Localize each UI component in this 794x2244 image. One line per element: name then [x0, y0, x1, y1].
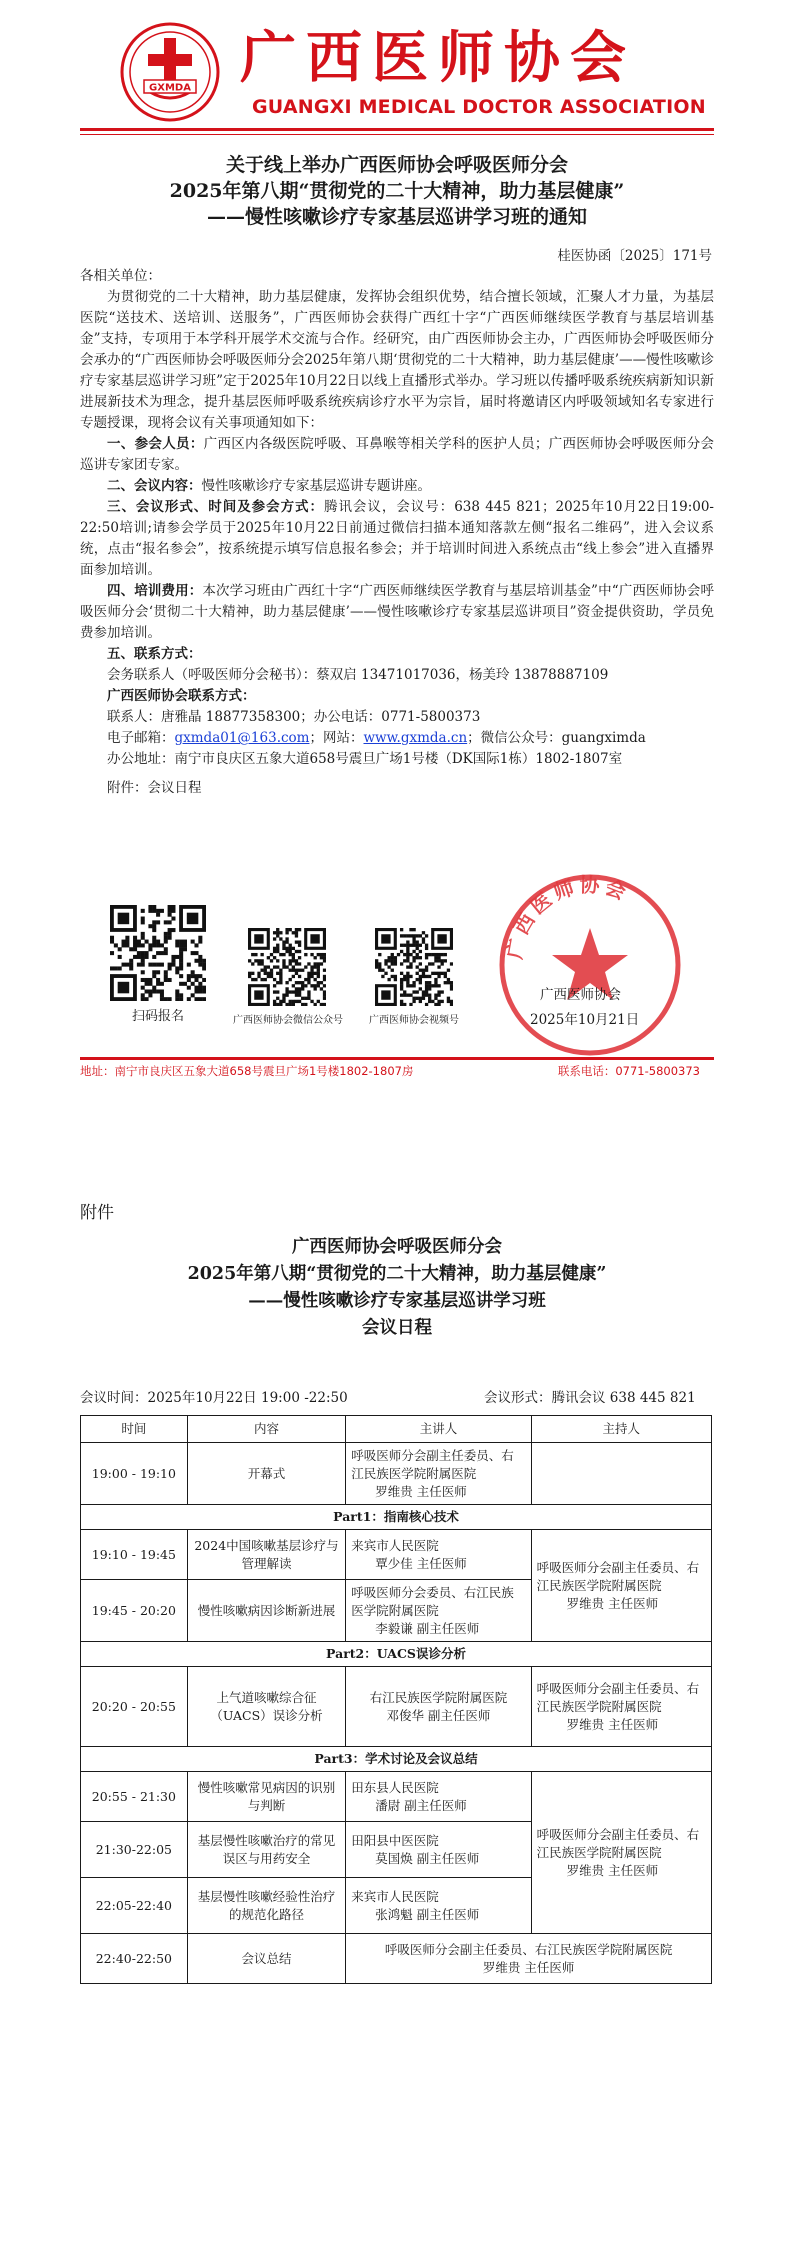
table-row [81, 1530, 712, 1580]
website-label: ；网站： [309, 730, 364, 746]
host-org: 呼吸医师分会副主任委员、右江民族医学院附属医院 [536, 1826, 700, 1860]
host-name: 罗维贵 主任医师 [566, 1595, 659, 1611]
speaker-cell [346, 1667, 531, 1747]
host-org: 呼吸医师分会副主任委员、右江民族医学院附属医院 [536, 1559, 700, 1593]
speaker-cell [346, 1934, 712, 1984]
part-header-row [81, 1642, 712, 1667]
speaker-name: 罗维贵 主任医师 [375, 1483, 467, 1499]
notice-title-line-2: 2025年第八期“贯彻党的二十大精神，助力基层健康” [169, 180, 625, 202]
speaker-name: 张鸿魁 副主任医师 [375, 1906, 480, 1922]
seal-text: 广西医师协会 [502, 872, 633, 961]
host-name: 罗维贵 主任医师 [566, 1716, 659, 1732]
section-3-heading: 三、会议形式、时间及参会方式： [107, 499, 324, 515]
content-cell: 基层慢性咳嗽治疗的常见误区与用药安全 [187, 1822, 346, 1878]
table-header-row [81, 1416, 712, 1443]
registration-qr-code[interactable] [110, 905, 206, 1001]
speaker-cell [346, 1878, 531, 1934]
part-header-row [81, 1505, 712, 1530]
document-number: 桂医协函〔2025〕171号 [557, 248, 712, 264]
video-channel-qr-code[interactable] [375, 928, 453, 1006]
header-time: 时间 [81, 1416, 188, 1443]
footer-address: 地址：南宁市良庆区五象大道658号震旦广场1号楼1802-1807房 [80, 1064, 414, 1078]
website-link[interactable]: www.gxmda.cn [363, 730, 468, 746]
section-format [80, 497, 714, 581]
speaker-org: 呼吸医师分会副主任委员、右江民族医学院附属医院 [351, 1447, 514, 1481]
section-5-heading: 五、联系方式： [107, 646, 202, 662]
time-cell: 19:45 - 20:20 [81, 1580, 188, 1642]
speaker-name: 覃少佳 主任医师 [375, 1555, 467, 1571]
speaker-name: 邓俊华 副主任医师 [386, 1707, 491, 1723]
signed-date: 2025年10月21日 [530, 1012, 640, 1028]
table-row [81, 1667, 712, 1747]
contact-meeting: 会务联系人（呼吸医师分会秘书）：蔡双启 13471017036，杨美玲 13878887109 [107, 667, 609, 683]
speaker-cell [346, 1443, 531, 1505]
schedule-title-line-1: 广西医师协会呼吸医师分会 [292, 1237, 502, 1257]
part-2-title: Part2：UACS误诊分析 [81, 1642, 712, 1667]
host-name: 罗维贵 主任医师 [566, 1862, 659, 1878]
schedule-title-line-2: 2025年第八期“贯彻党的二十大精神，助力基层健康” [187, 1264, 607, 1284]
table-row [81, 1772, 712, 1822]
speaker-name: 潘尉 副主任医师 [375, 1797, 467, 1813]
attachment-label: 附件 [80, 1203, 114, 1223]
time-cell: 20:55 - 21:30 [81, 1772, 188, 1822]
signer-name: 广西医师协会 [540, 987, 621, 1003]
schedule-table [80, 1415, 712, 1984]
email-link[interactable]: gxmda01@163.com [174, 730, 310, 746]
speaker-cell [346, 1530, 531, 1580]
contact-assoc: 联系人：唐雅晶 18877358300；办公电话：0771-5800373 [107, 709, 481, 725]
speaker-org: 田东县人民医院 [351, 1779, 439, 1795]
notice-title-line-1: 关于线上举办广西医师协会呼吸医师分会 [225, 154, 568, 176]
header-host: 主持人 [531, 1416, 711, 1443]
svg-text:广西医师协会 [502, 873, 633, 961]
qr-caption-video: 广西医师协会视频号 [369, 1015, 459, 1026]
speaker-name: 罗维贵 主任医师 [482, 1959, 575, 1975]
content-cell: 开幕式 [187, 1443, 346, 1505]
office-address: 办公地址：南宁市良庆区五象大道658号震旦广场1号楼（DK国际1栋）1802-1807室 [107, 751, 623, 767]
content-cell: 慢性咳嗽常见病因的识别与判断 [187, 1772, 346, 1822]
email-label: 电子邮箱： [107, 730, 175, 746]
speaker-cell [346, 1580, 531, 1642]
org-name-en: GUANGXI MEDICAL DOCTOR ASSOCIATION [252, 96, 706, 118]
host-cell [531, 1667, 711, 1747]
time-cell: 19:00 - 19:10 [81, 1443, 188, 1505]
section-participants [80, 434, 714, 476]
speaker-cell [346, 1822, 531, 1878]
speaker-org: 右江民族医学院附属医院 [369, 1689, 508, 1705]
time-cell: 22:40-22:50 [81, 1934, 188, 1984]
speaker-org: 呼吸医师分会委员、右江民族医学院附属医院 [351, 1584, 514, 1618]
host-cell [531, 1772, 711, 1934]
association-logo [120, 22, 220, 122]
time-cell: 20:20 - 20:55 [81, 1667, 188, 1747]
attachment-note: 附件：会议日程 [107, 780, 202, 796]
content-cell: 上气道咳嗽综合征（UACS）误诊分析 [187, 1667, 346, 1747]
section-2-body: 慢性咳嗽诊疗专家基层巡讲专题讲座。 [201, 478, 431, 494]
speaker-cell [346, 1772, 531, 1822]
meeting-format: 会议形式：腾讯会议 638 445 821 [484, 1390, 696, 1406]
speaker-name: 李毅谦 副主任医师 [375, 1620, 480, 1636]
content-cell: 会议总结 [187, 1934, 346, 1984]
qr-caption-wechat: 广西医师协会微信公众号 [233, 1015, 343, 1026]
speaker-name: 莫国焕 副主任医师 [375, 1850, 480, 1866]
notice-title-line-3: ——慢性咳嗽诊疗专家基层巡讲学习班的通知 [206, 206, 587, 228]
schedule-title-line-4: 会议日程 [362, 1318, 432, 1338]
notice-body [80, 266, 714, 799]
section-4-heading: 四、培训费用： [107, 583, 203, 599]
content-cell: 2024中国咳嗽基层诊疗与管理解读 [187, 1530, 346, 1580]
wechat-text: ；微信公众号：guangximda [467, 730, 646, 746]
section-1-body: 广西区内各级医院呼吸、耳鼻喉等相关学科的医护人员；广西医师协会呼吸医师分会巡讲专家团专家。 [80, 436, 715, 473]
header-red-thin-line [80, 134, 714, 135]
salutation: 各相关单位： [80, 268, 161, 284]
official-seal [495, 870, 685, 1060]
qr-caption-register: 扫码报名 [131, 1009, 184, 1024]
contact-online [80, 728, 714, 749]
table-row [81, 1443, 712, 1505]
wechat-official-qr-code[interactable] [248, 928, 326, 1006]
speaker-org: 来宾市人民医院 [351, 1888, 439, 1904]
part-3-title: Part3：学术讨论及会议总结 [81, 1747, 712, 1772]
speaker-org: 来宾市人民医院 [351, 1537, 439, 1553]
schedule-title-line-3: ——慢性咳嗽诊疗专家基层巡讲学习班 [248, 1291, 546, 1311]
host-cell [531, 1443, 711, 1505]
section-3-body: 腾讯会议，会议号：638 445 821；2025年10月22日19:00-22:50培训;请参会学员于2025年10月22日前通过微信扫描本通知落款左侧“报名二维码”，进入会议系统，点击“报名参会”，按系统提示填写信息报名参会；并于培训时间进入系统点击“线上参会”进入直播界面参加培训。 [80, 499, 714, 578]
speaker-org: 呼吸医师分会副主任委员、右江民族医学院附属医院 [384, 1941, 673, 1957]
time-cell: 22:05-22:40 [81, 1878, 188, 1934]
content-cell: 基层慢性咳嗽经验性治疗的规范化路径 [187, 1878, 346, 1934]
part-header-row [81, 1747, 712, 1772]
intro-paragraph: 为贯彻党的二十大精神，助力基层健康，发挥协会组织优势，结合擅长领域，汇聚人才力量，为基层医院“送技术、送培训、送服务”，广西医师协会获得广西红十字“广西医师继续医学教育与基层培训基金”支持，专项用于本学科开展学术交流与合作。经研究，由广西医师协会主办，广西医师协会呼吸医师分会承办的“广西医师协会呼吸医师分会2025年第八期‘贯彻党的二十大精神，助力基层健康’——慢性咳嗽诊疗专家基层巡讲学习班”定于2025年10月22日以线上直播形式举办。学习班以传播呼吸系统疾病新知识新进展新技术为理念，提升基层医师呼吸系统疾病诊疗水平为宗旨，届时将邀请区内呼吸领域知名专家进行专题授课，现将会议有关事项通知如下： [80, 289, 714, 431]
time-cell: 21:30-22:05 [81, 1822, 188, 1878]
section-contact [80, 644, 714, 665]
section-content [80, 476, 714, 497]
header-red-line [80, 128, 714, 131]
section-4-body: 本次学习班由广西红十字“广西医师继续医学教育与基层培训基金”中“广西医师协会呼吸医师分会‘贯彻二十大精神，助力基层健康’——慢性咳嗽诊疗专家基层巡讲项目”资金提供资助，学员免费参加培训。 [80, 583, 714, 641]
org-name: 广西医师协会 [240, 25, 636, 91]
logo-text: GXMDA [149, 82, 191, 94]
speaker-org: 田阳县中医医院 [351, 1832, 439, 1848]
content-cell: 慢性咳嗽病因诊断新进展 [187, 1580, 346, 1642]
meeting-time: 会议时间：2025年10月22日 19:00 -22:50 [80, 1390, 348, 1406]
host-cell [531, 1530, 711, 1642]
section-fees [80, 581, 714, 644]
assoc-contact-heading: 广西医师协会联系方式： [107, 688, 256, 704]
footer-telephone: 联系电话：0771-5800373 [557, 1064, 700, 1078]
section-2-heading: 二、会议内容： [107, 478, 202, 494]
host-org: 呼吸医师分会副主任委员、右江民族医学院附属医院 [536, 1680, 700, 1714]
header-speaker: 主讲人 [346, 1416, 531, 1443]
footer-red-line [80, 1057, 714, 1060]
part-1-title: Part1：指南核心技术 [81, 1505, 712, 1530]
table-row [81, 1934, 712, 1984]
section-1-heading: 一、参会人员： [107, 436, 204, 452]
time-cell: 19:10 - 19:45 [81, 1530, 188, 1580]
header-content: 内容 [187, 1416, 346, 1443]
